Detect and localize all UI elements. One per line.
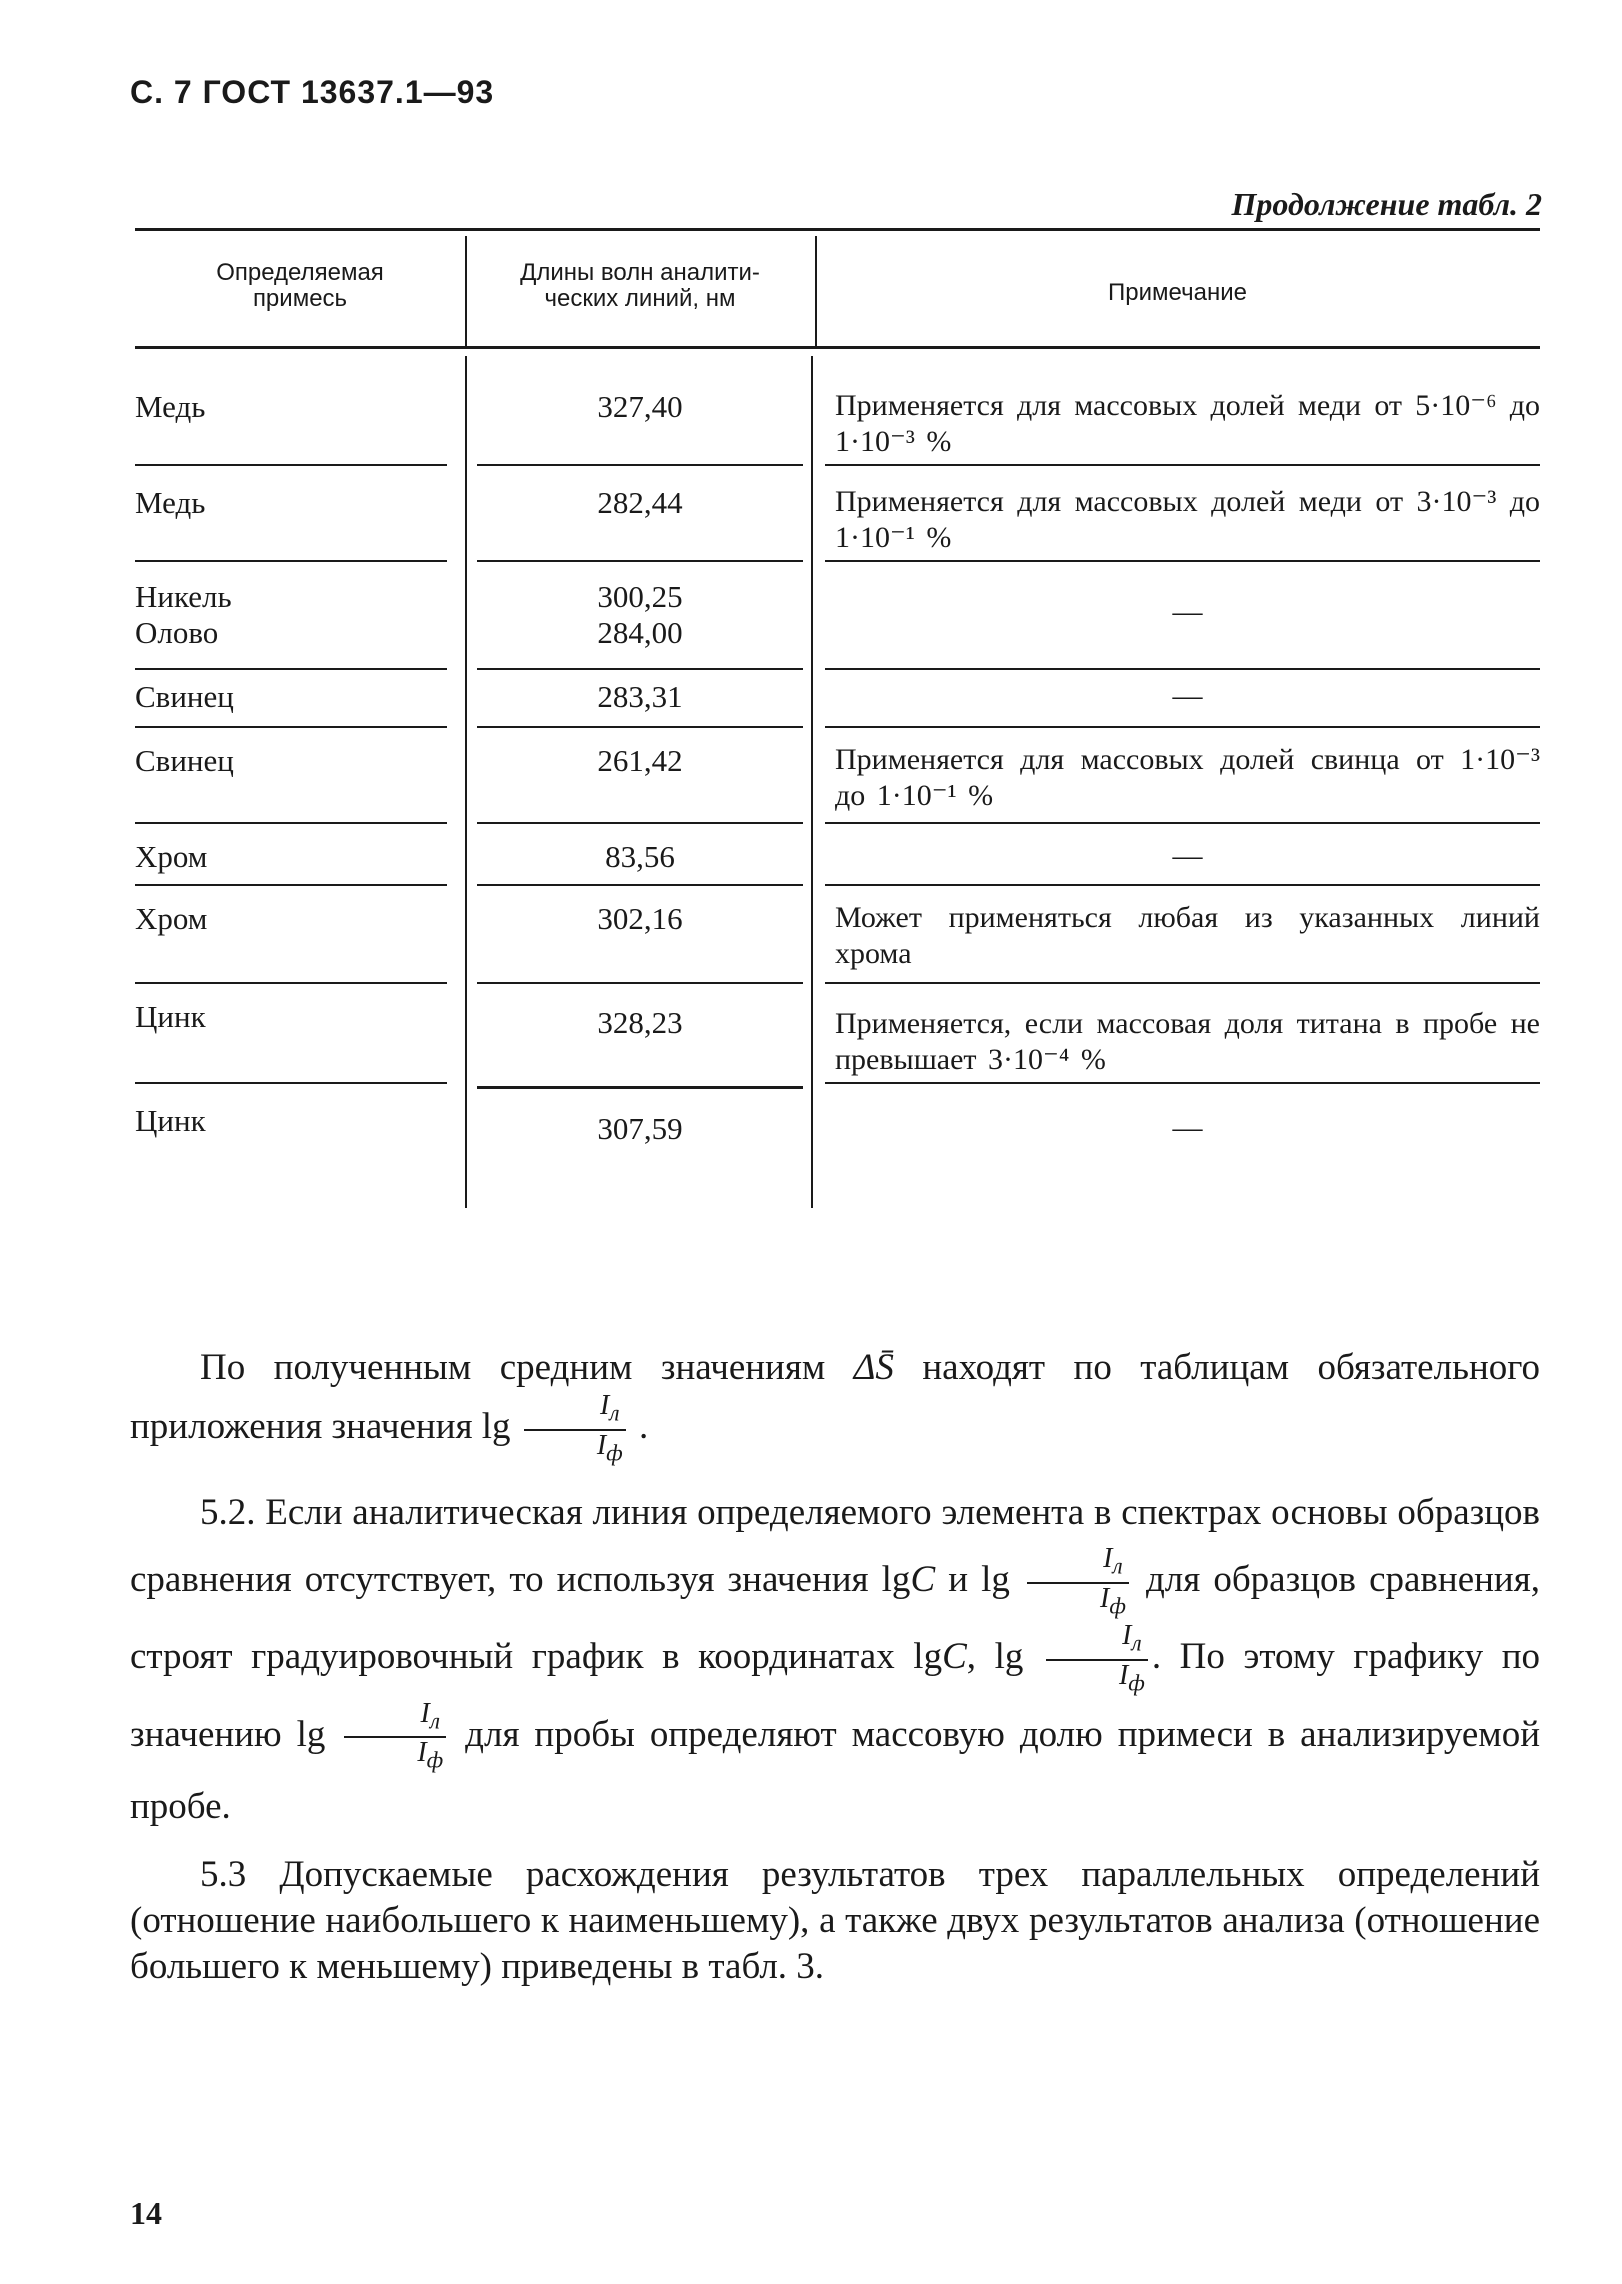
p2-var-c: C <box>910 1559 936 1601</box>
p1-text-b: находят по таблицам обязательного приложения значения lg <box>130 1347 1540 1448</box>
row-divider <box>825 1082 1540 1084</box>
frac-num: I <box>420 1697 430 1729</box>
row-divider <box>135 560 447 562</box>
row-divider <box>477 822 803 824</box>
substance-cell: Цинк <box>135 1103 206 1138</box>
note-cell: — <box>1172 1111 1203 1144</box>
row-divider <box>135 726 447 728</box>
row-divider <box>825 668 1540 670</box>
p2-var-c2: C <box>942 1636 967 1678</box>
wavelength-cell: 302,16 <box>597 901 683 936</box>
column-header-substance <box>135 260 465 312</box>
row-divider <box>477 726 803 728</box>
frac-den-sub: ф <box>1109 1593 1126 1620</box>
ratio-fraction <box>344 1699 446 1776</box>
p2-text-c: для образцов сравнения, строят градуировочный график в координатах lg <box>130 1559 1540 1678</box>
frac-den: I <box>596 1429 607 1461</box>
table-header-rule <box>135 346 1540 349</box>
substance-cell: Хром <box>135 839 208 874</box>
column-header-wavelength <box>465 260 815 312</box>
row-divider <box>135 822 447 824</box>
row-divider <box>477 1086 803 1089</box>
wavelength-cell: 328,23 <box>597 1005 683 1040</box>
paragraph-5-3: 5.3 Допускаемые расхождения результатов трех параллельных определений (отношение наибольшего к наименьшему), а также двух результатов анализа (отношение большего к меньшему) приведены в табл. 3. <box>130 1853 1540 1987</box>
substance-cell: Никель <box>135 579 232 614</box>
row-divider <box>825 822 1540 824</box>
delta-s-symbol: ΔS̄ <box>853 1347 894 1388</box>
frac-den-sub: ф <box>1128 1670 1145 1697</box>
row-divider <box>825 982 1540 984</box>
body-text <box>130 1345 1540 2004</box>
note-cell: — <box>1172 679 1203 712</box>
column-header-note <box>815 280 1540 306</box>
note-cell: — <box>1172 839 1203 872</box>
wavelength-cell: 283,31 <box>597 679 683 714</box>
frac-num: I <box>1103 1543 1113 1575</box>
note-cell: Применяется, если массовая доля титана в пробе не превышает 3·10⁻⁴ % <box>835 1007 1540 1076</box>
ratio-fraction <box>1027 1544 1129 1621</box>
row-divider <box>825 464 1540 466</box>
frac-den: I <box>417 1737 427 1769</box>
row-divider <box>477 668 803 670</box>
table-top-rule <box>135 228 1540 231</box>
row-divider <box>825 560 1540 562</box>
wavelength-cell: 307,59 <box>597 1111 683 1146</box>
frac-num-sub: л <box>1112 1553 1123 1580</box>
frac-den-sub: ф <box>426 1747 444 1774</box>
ratio-fraction <box>1046 1621 1148 1698</box>
paragraph-5-2 <box>130 1482 1540 1838</box>
row-divider <box>477 884 803 886</box>
wavelength-cell: 261,42 <box>597 743 683 778</box>
column-header-substance-line1: Определяемая <box>216 259 384 286</box>
row-divider <box>825 884 1540 886</box>
frac-num-sub: л <box>429 1708 441 1735</box>
frac-den: I <box>1099 1582 1110 1614</box>
wavelength-cell: 83,56 <box>605 839 675 874</box>
wavelength-cell: 327,40 <box>597 389 683 424</box>
row-divider <box>477 464 803 466</box>
table-caption: Продолжение табл. 2 <box>1231 186 1542 222</box>
row-divider <box>135 464 447 466</box>
p2-text-d: , lg <box>966 1636 1042 1678</box>
note-cell: Применяется для массовых долей меди от 3·10⁻³ до 1·10⁻¹ % <box>835 485 1540 554</box>
wavelength-cell: 282,44 <box>597 485 683 520</box>
wavelength-cell: 300,25 <box>597 579 683 614</box>
frac-num-sub: л <box>1131 1630 1142 1657</box>
frac-den: I <box>1118 1659 1129 1691</box>
wavelength-cell: 284,00 <box>597 615 683 650</box>
p2-text-b: и lg <box>935 1559 1023 1601</box>
p2-text-e: . По этому графику по значению lg <box>130 1636 1540 1755</box>
row-divider <box>135 1082 447 1084</box>
impurity-table <box>135 228 1540 1218</box>
substance-cell: Медь <box>135 389 206 424</box>
p2-text-f: для пробы определяют массовую долю примеси в анализируемой пробе. <box>130 1713 1540 1827</box>
ratio-fraction <box>524 1391 626 1468</box>
p1-text-a: По полученным средним значениям <box>200 1347 854 1388</box>
page-number: 14 <box>130 2195 162 2231</box>
column-header-wavelength-line2: ческих линий, нм <box>544 285 736 312</box>
row-divider <box>477 560 803 562</box>
document-header: С. 7 ГОСТ 13637.1—93 <box>130 74 495 110</box>
row-divider <box>135 982 447 984</box>
substance-cell: Хром <box>135 901 208 936</box>
row-divider <box>477 982 803 984</box>
p1-text-c: . <box>629 1406 649 1448</box>
column-header-wavelength-line1: Длины волн аналити- <box>520 259 760 286</box>
frac-den-sub: ф <box>606 1440 623 1467</box>
row-divider <box>135 884 447 886</box>
note-cell: — <box>1172 595 1203 628</box>
frac-num-sub: л <box>609 1400 620 1427</box>
substance-cell: Медь <box>135 485 206 520</box>
column-header-substance-line2: примесь <box>252 285 348 312</box>
p2-text-a: 5.2. Если аналитическая линия определяемого элемента в спектрах основы образцов сравнения отсутствует, то используя значения lg <box>130 1492 1540 1601</box>
row-divider <box>825 726 1540 728</box>
note-cell: Применяется для массовых долей свинца от 1·10⁻³ до 1·10⁻¹ % <box>835 743 1540 812</box>
note-cell: Применяется для массовых долей меди от 5·10⁻⁶ до 1·10⁻³ % <box>835 389 1540 458</box>
substance-cell: Свинец <box>135 743 234 778</box>
substance-cell: Цинк <box>135 999 206 1034</box>
column-header-note-label: Примечание <box>1108 279 1247 306</box>
note-cell: Может применяться любая из указанных линий хрома <box>835 901 1540 970</box>
substance-cell: Свинец <box>135 679 234 714</box>
substance-cell: Олово <box>135 615 219 650</box>
frac-num: I <box>600 1390 610 1421</box>
frac-num: I <box>1122 1620 1132 1652</box>
row-divider <box>135 668 447 670</box>
paragraph-1 <box>130 1345 1540 1468</box>
